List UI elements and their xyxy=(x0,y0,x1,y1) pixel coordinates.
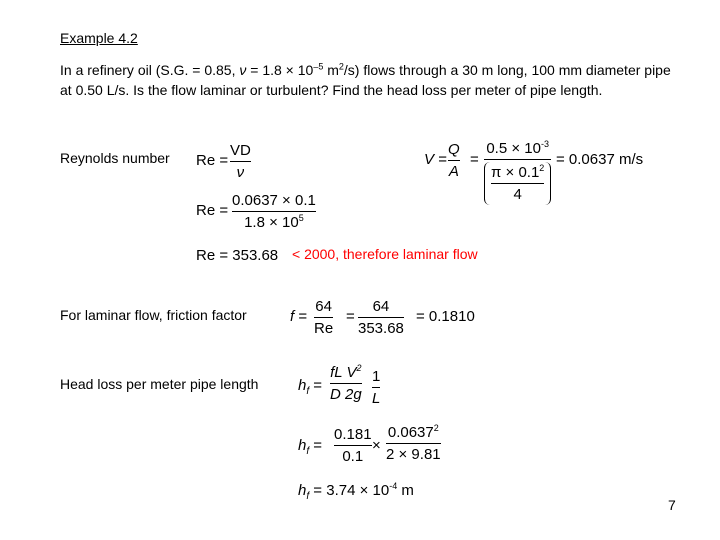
reynolds-label: Reynolds number xyxy=(60,150,170,166)
example-title: Example 4.2 xyxy=(60,30,138,46)
re-symbol: Re = xyxy=(196,152,229,169)
velocity-symbol: V = xyxy=(424,151,447,168)
re-definition-fraction: VD ν xyxy=(230,142,251,181)
headloss-symbol-2: $h_f$ = xyxy=(298,437,323,457)
friction-fraction-1: 64 Re xyxy=(314,298,334,337)
friction-label: For laminar flow, friction factor xyxy=(60,307,247,323)
re-symbol-2: Re = xyxy=(196,202,229,219)
velocity-equals: = xyxy=(470,151,479,168)
headloss-fraction-2: 1 L xyxy=(372,368,381,407)
headloss-fraction-3: 0.181 0.1 xyxy=(334,426,372,465)
friction-result: = 0.1810 xyxy=(416,308,475,325)
headloss-symbol: $h_f$ = xyxy=(298,377,323,397)
headloss-fraction-1: fL $V^2$ D 2g xyxy=(330,363,362,403)
headloss-fraction-4: 0.0637$^2$ 2 × 9.81 xyxy=(386,423,441,463)
friction-equals: = xyxy=(346,308,355,325)
friction-symbol: f = xyxy=(290,308,308,325)
velocity-value-fraction: $0.5 \times 10^{-3}$ $\pi \times 0.1^2$ 4 xyxy=(484,140,551,205)
headloss-label: Head loss per meter pipe length xyxy=(60,376,259,392)
laminar-note: < 2000, therefore laminar flow xyxy=(292,246,478,262)
q-over-a-fraction: Q A xyxy=(448,141,460,180)
times-symbol: × xyxy=(372,437,381,454)
headloss-final: $h_f = 3.74 \times 10^{-4}$ m xyxy=(298,481,414,502)
page-number: 7 xyxy=(668,497,676,513)
re-result: Re = 353.68 xyxy=(196,247,279,264)
re-numeric-fraction: 0.0637 × 0.1 $1.8 \times 10^5$ xyxy=(232,192,316,231)
problem-statement: In a refinery oil (S.G. = 0.85, $\nu = 1.8 \times 10^{-5}$ $m^2/s$) flows through a 30 m long, 100 mm diameter pipe at 0.50 L/s. Is the flow laminar or turbulent? Find the head loss per meter of pipe length. xyxy=(60,61,671,98)
friction-fraction-2: 64 353.68 xyxy=(358,298,404,337)
velocity-result: = 0.0637 m/s xyxy=(556,151,644,168)
